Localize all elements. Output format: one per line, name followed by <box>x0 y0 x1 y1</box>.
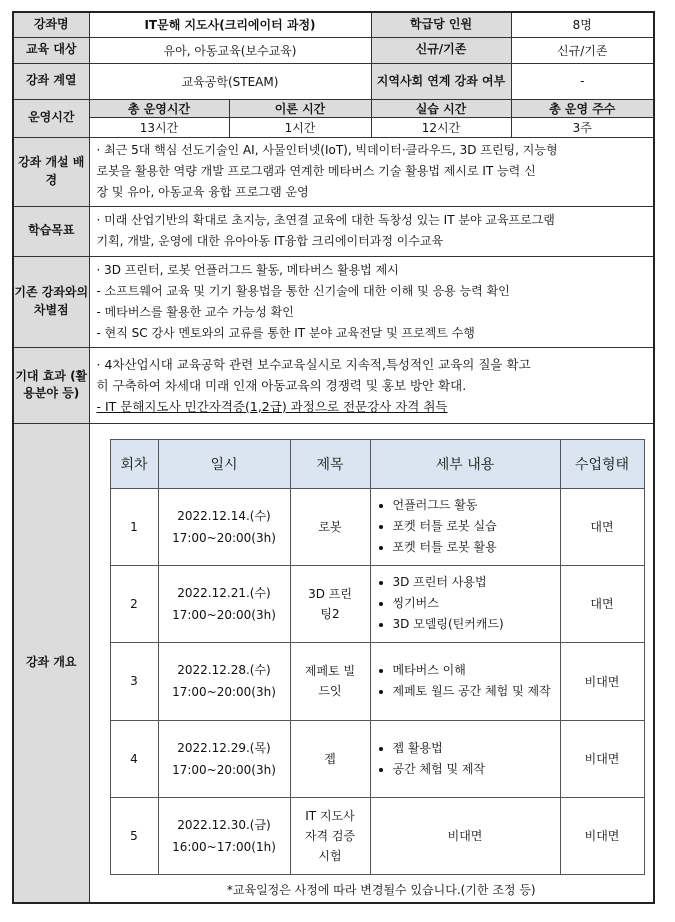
class-size-label: 학급당 인원 <box>371 12 511 37</box>
session-date: 2022.12.30.(금) <box>177 817 271 832</box>
course-plan-document <box>12 11 653 904</box>
session-time: 16:00~17:00(1h) <box>172 839 276 854</box>
session-type: 비대면 <box>560 720 644 797</box>
session-time: 17:00~20:00(3h) <box>172 530 276 545</box>
goal-line: · 미래 산업기반의 확대로 초지능, 초연결 교육에 대한 독창성 있는 IT 분야 교육프로그램 <box>96 213 555 227</box>
detail-item: • 씽기버스 <box>393 593 560 614</box>
session-title: 로봇 <box>290 488 370 565</box>
session-datetime <box>158 797 290 874</box>
session-title: 3D 프린팅2 <box>290 565 370 642</box>
detail-item: • 포켓 터틀 로봇 활용 <box>393 537 560 558</box>
session-title: 제페토 빌드잇 <box>290 642 370 720</box>
session-time: 17:00~20:00(3h) <box>172 607 276 622</box>
session-no: 2 <box>110 565 158 642</box>
session-no: 3 <box>110 642 158 720</box>
table-row <box>110 720 644 797</box>
header-title: 제목 <box>290 439 370 488</box>
difference-line: - 소프트웨어 교육 및 기기 활용법을 통한 신기술에 대한 이해 및 응용 능력 확인 <box>96 283 510 298</box>
session-type: 비대면 <box>560 797 644 874</box>
new-existing: 신규/기존 <box>511 37 654 63</box>
difference-line: · 3D 프린터, 로봇 언플러그드 활동, 메타버스 활용법 제시 <box>96 262 399 277</box>
background-label: 강좌 개설 배경 <box>13 137 89 206</box>
op-col-theory: 이론 시간 <box>229 99 371 117</box>
session-date: 2022.12.21.(수) <box>177 585 271 600</box>
session-time: 17:00~20:00(3h) <box>172 762 276 777</box>
session-datetime <box>158 565 290 642</box>
detail-item: • 제페토 월드 공간 체험 및 제작 <box>393 681 560 702</box>
difference-line: - 메타버스를 활용한 교수 가능성 확인 <box>96 304 294 319</box>
op-col-total: 총 운영시간 <box>89 99 229 117</box>
session-title: 젭 <box>290 720 370 797</box>
target-label: 교육 대상 <box>13 37 89 63</box>
session-details <box>370 642 560 720</box>
community: - <box>511 63 654 99</box>
session-details <box>370 488 560 565</box>
detail-item: • 3D 프린터 사용법 <box>393 572 560 593</box>
community-label: 지역사회 연계 강좌 여부 <box>371 63 511 99</box>
detail-item: • 젭 활용법 <box>393 738 560 759</box>
outline-label: 강좌 개요 <box>13 423 89 903</box>
op-weeks: 3주 <box>511 117 654 137</box>
op-total: 13시간 <box>89 117 229 137</box>
background-line: 로봇을 활용한 역량 개발 프로그램과 연계한 메타버스 기술 활용법 제시로 IT 능력 신 <box>96 164 536 178</box>
background-line: 장 및 유아, 아동교육 융합 프로그램 운영 <box>96 185 309 199</box>
detail-item: • 3D 모델링(틴커캐드) <box>393 614 560 635</box>
effect-label: 기대 효과 (활용분야 등) <box>13 347 89 423</box>
difference-label: 기존 강좌와의 차별점 <box>13 256 89 347</box>
effect-line: 히 구축하여 차세대 미래 인재 아동교육의 경쟁력 및 홍보 방안 확대. <box>96 377 467 393</box>
course-name: IT문해 지도사(크리에이터 과정) <box>89 12 371 37</box>
session-datetime <box>158 720 290 797</box>
table-row <box>110 565 644 642</box>
effect-line: · 4차산업시대 교육공학 관련 보수교육실시로 지속적,특성적인 교육의 질을 확고 <box>96 356 531 372</box>
session-details <box>370 565 560 642</box>
session-type: 대면 <box>560 488 644 565</box>
header-no: 회차 <box>110 439 158 488</box>
effect-text <box>89 347 654 423</box>
course-plan-table <box>12 11 655 904</box>
op-theory: 1시간 <box>229 117 371 137</box>
goal-label: 학습목표 <box>13 206 89 256</box>
course-name-label: 강좌명 <box>13 12 89 37</box>
session-date: 2022.12.28.(수) <box>177 663 271 677</box>
category: 교육공학(STEAM) <box>89 63 371 99</box>
session-time: 17:00~20:00(3h) <box>172 685 276 699</box>
target: 유아, 아동교육(보수교육) <box>89 37 371 63</box>
session-details: 비대면 <box>370 797 560 874</box>
class-size: 8명 <box>511 12 654 37</box>
session-datetime <box>158 642 290 720</box>
goal-text <box>89 206 654 256</box>
effect-line-certificate: - IT 문해지도사 민간자격증(1,2급) 과정으로 전문강사 자격 취득 <box>96 398 448 414</box>
difference-line: - 현직 SC 강사 멘토와의 교류를 통한 IT 분야 교육전달 및 프로젝트 수행 <box>96 325 475 340</box>
table-row <box>110 797 644 874</box>
background-text <box>89 137 654 206</box>
op-col-weeks: 총 운영 주수 <box>511 99 654 117</box>
session-no: 4 <box>110 720 158 797</box>
outline-cell <box>89 423 654 903</box>
session-type: 대면 <box>560 565 644 642</box>
session-date: 2022.12.14.(수) <box>177 508 271 523</box>
detail-item: • 메타버스 이해 <box>393 660 560 681</box>
session-title: IT 지도사 자격 검증 시험 <box>290 797 370 874</box>
op-col-practice: 실습 시간 <box>371 99 511 117</box>
session-no: 5 <box>110 797 158 874</box>
background-line: · 최근 5대 핵심 선도기술인 AI, 사물인터넷(IoT), 빅데이터·클라우드, 3D 프린팅, 지능형 <box>96 143 558 157</box>
goal-line: 기획, 개발, 운영에 대한 유아아동 IT융합 크리에이터과정 이수교육 <box>96 234 444 248</box>
detail-item: • 포켓 터틀 로봇 실습 <box>393 516 560 537</box>
operation-label: 운영시간 <box>13 99 89 137</box>
session-type: 비대면 <box>560 642 644 720</box>
session-details <box>370 720 560 797</box>
table-row <box>110 488 644 565</box>
schedule-note: *교육일정은 사정에 따라 변경될수 있습니다.(기한 조정 등) <box>226 882 536 897</box>
op-practice: 12시간 <box>371 117 511 137</box>
session-datetime <box>158 488 290 565</box>
difference-text <box>89 256 654 347</box>
category-label: 강좌 계열 <box>13 63 89 99</box>
session-no: 1 <box>110 488 158 565</box>
schedule-table <box>110 439 645 875</box>
header-details: 세부 내용 <box>370 439 560 488</box>
session-date: 2022.12.29.(목) <box>177 740 271 755</box>
detail-item: • 언플러그드 활동 <box>393 495 560 516</box>
header-type: 수업형태 <box>560 439 644 488</box>
header-datetime: 일시 <box>158 439 290 488</box>
detail-item: • 공간 체험 및 제작 <box>393 759 560 780</box>
new-existing-label: 신규/기존 <box>371 37 511 63</box>
table-row <box>110 642 644 720</box>
